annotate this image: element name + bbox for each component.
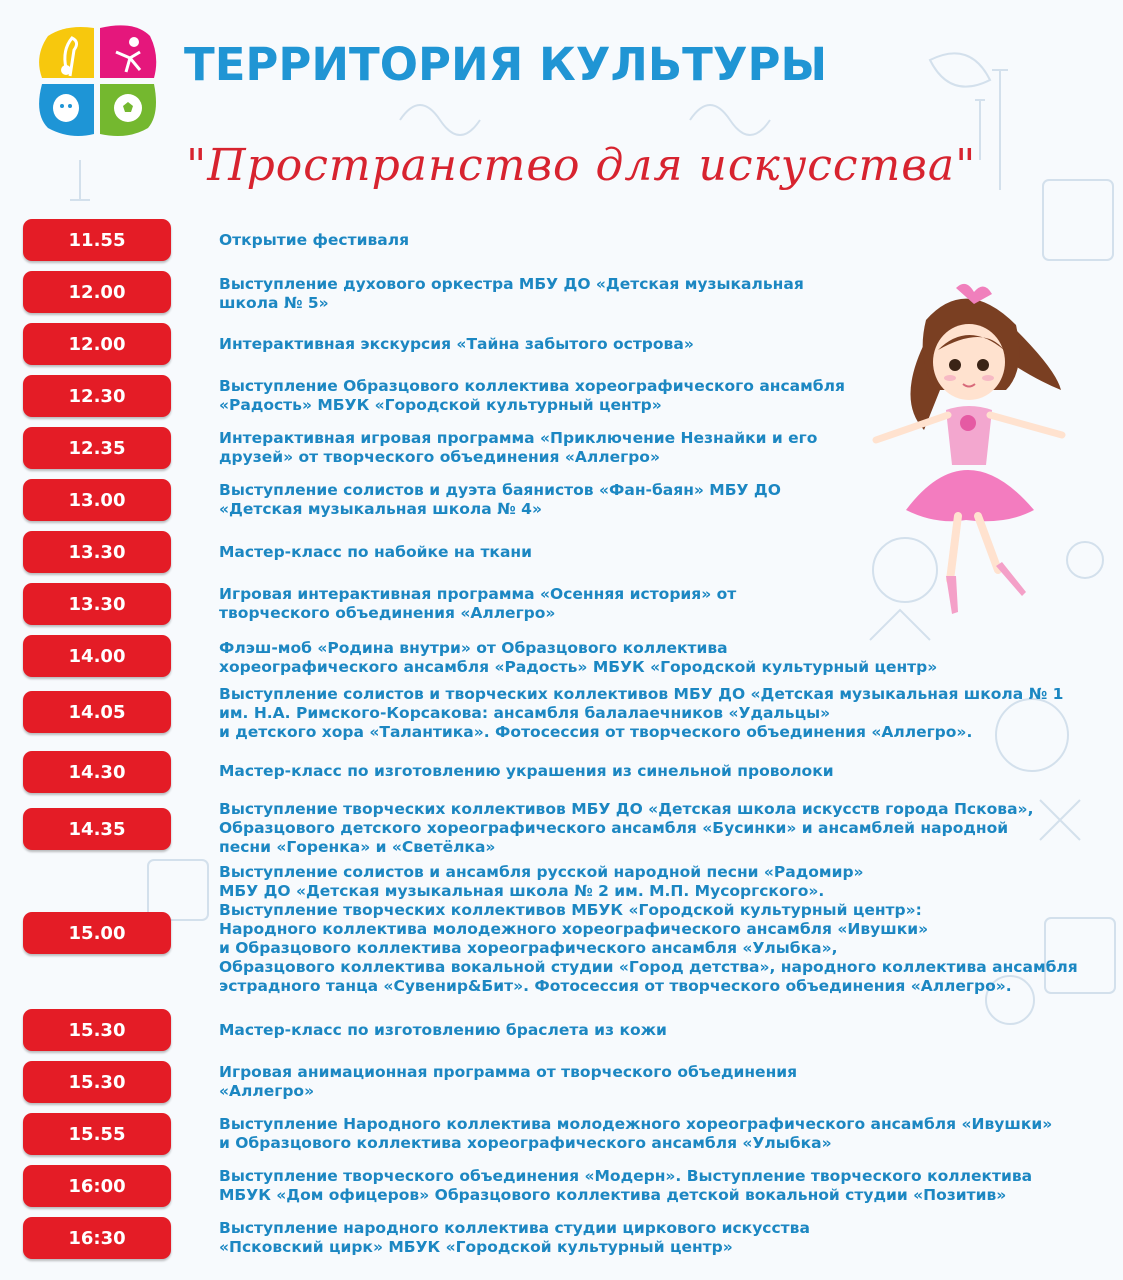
event-description: Мастер-класс по набойке на ткани bbox=[219, 543, 532, 561]
time-badge: 14.00 bbox=[23, 635, 171, 677]
time-badge: 16:30 bbox=[23, 1217, 171, 1259]
time-badge: 13.30 bbox=[23, 531, 171, 573]
event-description: Выступление творческого объединения «Модерн». Выступление творческого коллектива МБУК «Дом офицеров» Образцового коллектива детской вокальной студии «Позитив» bbox=[219, 1167, 1033, 1204]
time-badge: 12.00 bbox=[23, 323, 171, 365]
time-badge: 14.35 bbox=[23, 808, 171, 850]
time-badge: 16:00 bbox=[23, 1165, 171, 1207]
time-badge: 15.00 bbox=[23, 912, 171, 954]
event-description: Выступление Образцового коллектива хореографического ансамбля «Радость» МБУК «Городской культурный центр» bbox=[219, 377, 845, 414]
event-description: Интерактивная экскурсия «Тайна забытого острова» bbox=[219, 335, 694, 353]
time-badge: 14.30 bbox=[23, 751, 171, 793]
brand-title: ТЕРРИТОРИЯ КУЛЬТУРЫ bbox=[184, 38, 828, 91]
time-badge: 15.30 bbox=[23, 1009, 171, 1051]
event-description: Игровая анимационная программа от творческого объединения «Аллегро» bbox=[219, 1063, 798, 1100]
time-badge: 12.30 bbox=[23, 375, 171, 417]
logo bbox=[36, 22, 160, 140]
time-badge: 15.55 bbox=[23, 1113, 171, 1155]
theatre-mask-icon bbox=[53, 94, 79, 122]
event-description: Мастер-класс по изготовлению украшения из синельной проволоки bbox=[219, 762, 834, 780]
event-subtitle: "Пространство для искусства" bbox=[186, 140, 977, 191]
event-description: Игровая интерактивная программа «Осенняя история» от творческого объединения «Аллегро» bbox=[219, 585, 737, 622]
event-description: Открытие фестиваля bbox=[219, 231, 410, 249]
time-badge: 12.00 bbox=[23, 271, 171, 313]
time-badge: 11.55 bbox=[23, 219, 171, 261]
time-badge: 15.30 bbox=[23, 1061, 171, 1103]
football-icon bbox=[114, 94, 142, 122]
event-description: Выступление солистов и творческих коллективов МБУ ДО «Детская музыкальная школа № 1 им. Н.А. Римского-Корсакова: ансамбля балалаечников «Удальцы» и детского хора «Талантика». Фотосессия от творческого объединения «Аллегро». bbox=[219, 685, 1064, 741]
event-description: Выступление духового оркестра МБУ ДО «Детская музыкальная школа № 5» bbox=[219, 275, 804, 312]
time-badge: 12.35 bbox=[23, 427, 171, 469]
time-badge: 13.00 bbox=[23, 479, 171, 521]
time-badge: 14.05 bbox=[23, 691, 171, 733]
event-description: Мастер-класс по изготовлению браслета из кожи bbox=[219, 1021, 667, 1039]
event-description: Флэш-моб «Родина внутри» от Образцового коллектива хореографического ансамбля «Радость» МБУК «Городской культурный центр» bbox=[219, 639, 938, 676]
event-description: Выступление солистов и ансамбля русской народной песни «Радомир» МБУ ДО «Детская музыкальная школа № 2 им. М.П. Мусоргского». Выступление творческих коллективов МБУК «Городской культурный центр»: Народного коллектива молодежного хореографического ансамбля «Ивушки» и Образцового коллектива хореографического ансамбля «Улыбка», Образцового коллектива вокальной студии «Город детства», народного коллектива ансамбля эстрадного танца «Сувенир&Бит». Фотосессия от творческого объединения «Аллегро». bbox=[219, 863, 1078, 995]
time-badge: 13.30 bbox=[23, 583, 171, 625]
event-description: Выступление солистов и дуэта баянистов «Фан-баян» МБУ ДО «Детская музыкальная школа № 4» bbox=[219, 481, 781, 518]
event-description: Выступление творческих коллективов МБУ ДО «Детская школа искусств города Пскова», Образцового детского хореографического ансамбля «Бусинки» и ансамблей народной песни «Горенка» и «Светёлка» bbox=[219, 800, 1034, 856]
event-description: Выступление народного коллектива студии циркового искусства «Псковский цирк» МБУК «Городской культурный центр» bbox=[219, 1219, 810, 1256]
event-description: Интерактивная игровая программа «Приключение Незнайки и его друзей» от творческого объединения «Аллегро» bbox=[219, 429, 818, 466]
event-description: Выступление Народного коллектива молодежного хореографического ансамбля «Ивушки» и Образцового коллектива хореографического ансамбля «Улыбка» bbox=[219, 1115, 1053, 1152]
